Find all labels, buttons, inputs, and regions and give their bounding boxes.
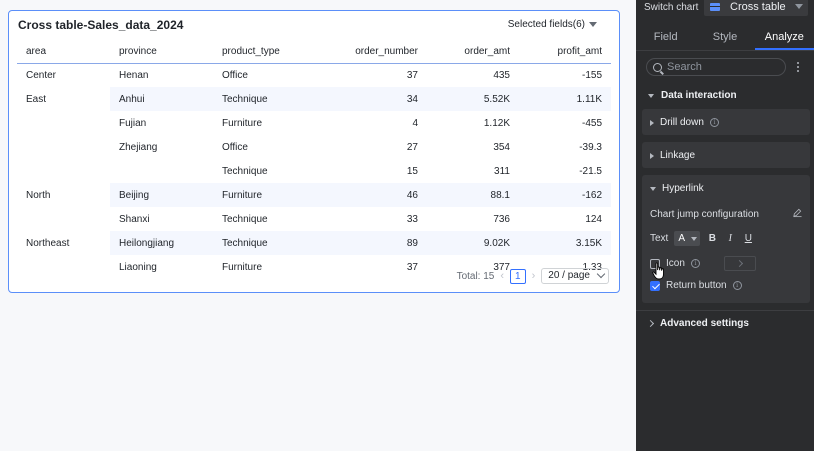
cell-profit-amt[interactable]: -162 [519,183,611,207]
cell-product-type[interactable]: Technique [213,231,316,255]
tab-field[interactable]: Field [653,31,678,43]
hyperlink-header[interactable] [650,183,704,194]
table-row [17,159,611,183]
cell-area[interactable] [17,159,110,183]
table-row [17,87,611,111]
return-button-row [650,280,742,291]
drill-down-section[interactable] [642,109,810,135]
drill-down-label: Drill down [660,117,704,128]
cell-province[interactable] [110,159,213,183]
column-header-order-number[interactable]: order_number [316,41,427,63]
cell-profit-amt[interactable]: -21.5 [579,165,602,177]
data-interaction-label: Data interaction [661,90,737,101]
cell-profit-amt[interactable]: 3.15K [519,231,611,255]
cross-table [17,41,611,273]
panel-tabs [636,26,814,50]
chart-type-value: Cross table [730,1,786,13]
search-placeholder: Search [667,61,702,73]
cell-product-type[interactable]: Office [222,69,248,81]
config-panel [636,0,814,451]
current-page-button[interactable]: 1 [510,269,526,284]
cell-order-number[interactable]: 34 [316,87,427,111]
cell-profit-amt[interactable]: -39.3 [579,141,602,153]
page-size-label: 20 / page [548,270,590,281]
cell-order-amt[interactable]: 9.02K [427,231,519,255]
edit-icon[interactable] [793,208,802,217]
hyperlink-section [642,175,810,303]
column-header-profit-amt[interactable]: profit_amt [519,41,611,63]
cell-order-number[interactable]: 15 [406,165,418,177]
cell-province[interactable]: Heilongjiang [110,231,213,255]
linkage-header[interactable] [650,150,695,161]
cell-province[interactable]: Henan [119,69,149,81]
chart-type-select[interactable] [704,0,808,16]
column-header-product-type[interactable]: product_type [213,41,316,63]
cell-order-amt[interactable]: 88.1 [427,183,519,207]
icon-select[interactable] [724,256,756,271]
search-icon [653,63,662,72]
return-button-checkbox[interactable] [650,281,660,291]
chart-jump-config-label: Chart jump configuration [650,209,759,220]
cell-order-amt[interactable]: 311 [494,165,510,177]
cell-order-number[interactable]: 89 [316,231,427,255]
text-format-row [650,231,754,246]
triangle-right-icon [650,120,654,126]
tabs-divider [636,50,814,51]
hyperlink-label: Hyperlink [662,183,704,194]
search-input[interactable] [646,58,786,76]
cell-area[interactable]: Northeast [17,231,110,255]
section-divider [636,310,814,311]
table-header-row [17,41,611,63]
pagination-total: Total: 15 [456,270,495,282]
cell-product-type[interactable]: Furniture [222,261,263,273]
cell-order-amt[interactable]: 1.12K [483,117,510,129]
data-interaction-header[interactable] [648,90,737,101]
more-options-icon[interactable] [794,60,802,74]
cell-order-number[interactable]: 46 [316,183,427,207]
cell-area[interactable]: East [17,87,110,111]
cell-profit-amt[interactable]: 1.33 [582,261,602,273]
cell-product-type[interactable]: Technique [222,165,268,177]
triangle-down-icon [648,94,654,98]
cross-table-card[interactable] [8,10,620,293]
cell-product-type[interactable]: Furniture [213,183,316,207]
cross-table-icon [710,3,720,11]
cell-product-type[interactable]: Technique [222,213,268,225]
table-row [17,135,611,159]
cell-province[interactable]: Fujian [119,117,147,129]
cell-area[interactable]: North [17,183,110,207]
column-header-province[interactable]: province [110,41,213,63]
cell-product-type[interactable]: Furniture [222,117,263,129]
cell-order-amt[interactable]: 435 [493,69,510,81]
cell-area[interactable] [17,135,110,159]
column-header-order-amt[interactable]: order_amt [427,41,519,63]
info-icon[interactable]: i [710,118,719,127]
cell-profit-amt[interactable]: 1.11K [519,87,611,111]
advanced-settings-header[interactable] [648,318,749,329]
caret-down-icon [795,4,803,9]
cell-order-number[interactable]: 37 [406,69,418,81]
cell-order-amt[interactable]: 5.52K [427,87,519,111]
chevron-down-icon [597,270,605,278]
cell-area[interactable]: Center [17,63,110,87]
tab-style[interactable]: Style [712,31,738,43]
cell-province[interactable]: Shanxi [119,213,150,225]
cell-province[interactable]: Beijing [110,183,213,207]
cell-order-amt[interactable]: 354 [493,141,510,153]
return-button-label: Return button [666,280,727,291]
chart-title: Cross table-Sales_data_2024 [18,18,184,32]
caret-down-icon [589,22,597,27]
font-color-select[interactable] [674,231,700,246]
hand-cursor-icon [652,262,666,280]
drill-down-header[interactable] [650,117,719,128]
chevron-right-icon [736,260,743,267]
underline-button[interactable]: U [744,233,752,244]
linkage-section[interactable] [642,142,810,168]
next-page-icon[interactable]: › [531,270,536,282]
selected-fields-dropdown[interactable] [508,19,597,30]
prev-page-icon[interactable]: ‹ [500,270,505,282]
icon-label: Icon [666,258,685,269]
table-row [17,183,611,207]
cell-profit-amt[interactable]: -455 [581,117,602,129]
cell-order-amt[interactable]: 377 [493,261,510,273]
chevron-right-icon [647,320,654,327]
table-row [17,63,611,87]
cell-profit-amt[interactable]: -155 [581,69,602,81]
cell-order-number[interactable]: 33 [406,213,418,225]
cell-product-type[interactable]: Office [222,141,248,153]
cell-province[interactable]: Liaoning [119,261,157,273]
italic-button[interactable]: I [728,233,733,244]
linkage-label: Linkage [660,150,696,161]
column-header-area[interactable]: area [17,41,110,63]
selected-fields-label: Selected fields(6) [507,19,585,30]
cell-area[interactable] [17,207,110,231]
page-size-select[interactable] [541,268,609,284]
advanced-settings-label: Advanced settings [660,318,749,329]
switch-chart-label: Switch chart [644,2,699,13]
caret-down-icon [691,237,697,241]
cell-order-number[interactable]: 4 [412,117,418,129]
triangle-down-icon [650,187,656,191]
cell-order-number[interactable]: 37 [406,261,418,273]
info-icon[interactable]: i [733,281,742,290]
text-label: Text [650,233,669,244]
tab-analyze[interactable]: Analyze [755,26,814,50]
triangle-right-icon [650,153,654,159]
bold-button[interactable]: B [708,233,716,244]
cell-area[interactable] [17,111,110,135]
cell-profit-amt[interactable]: 124 [585,213,602,225]
cell-province[interactable]: Anhui [110,87,213,111]
table-row [17,207,611,231]
font-color-value: A [678,233,686,244]
chart-jump-config-row [650,209,759,220]
table-row [17,231,611,255]
cell-province[interactable]: Zhejiang [119,141,158,153]
cell-product-type[interactable]: Technique [213,87,316,111]
table-row [17,111,611,135]
pagination [457,268,609,284]
info-icon[interactable]: i [691,259,700,268]
cell-order-amt[interactable]: 736 [493,213,510,225]
cell-area[interactable] [17,255,110,279]
cell-order-number[interactable]: 27 [406,141,418,153]
